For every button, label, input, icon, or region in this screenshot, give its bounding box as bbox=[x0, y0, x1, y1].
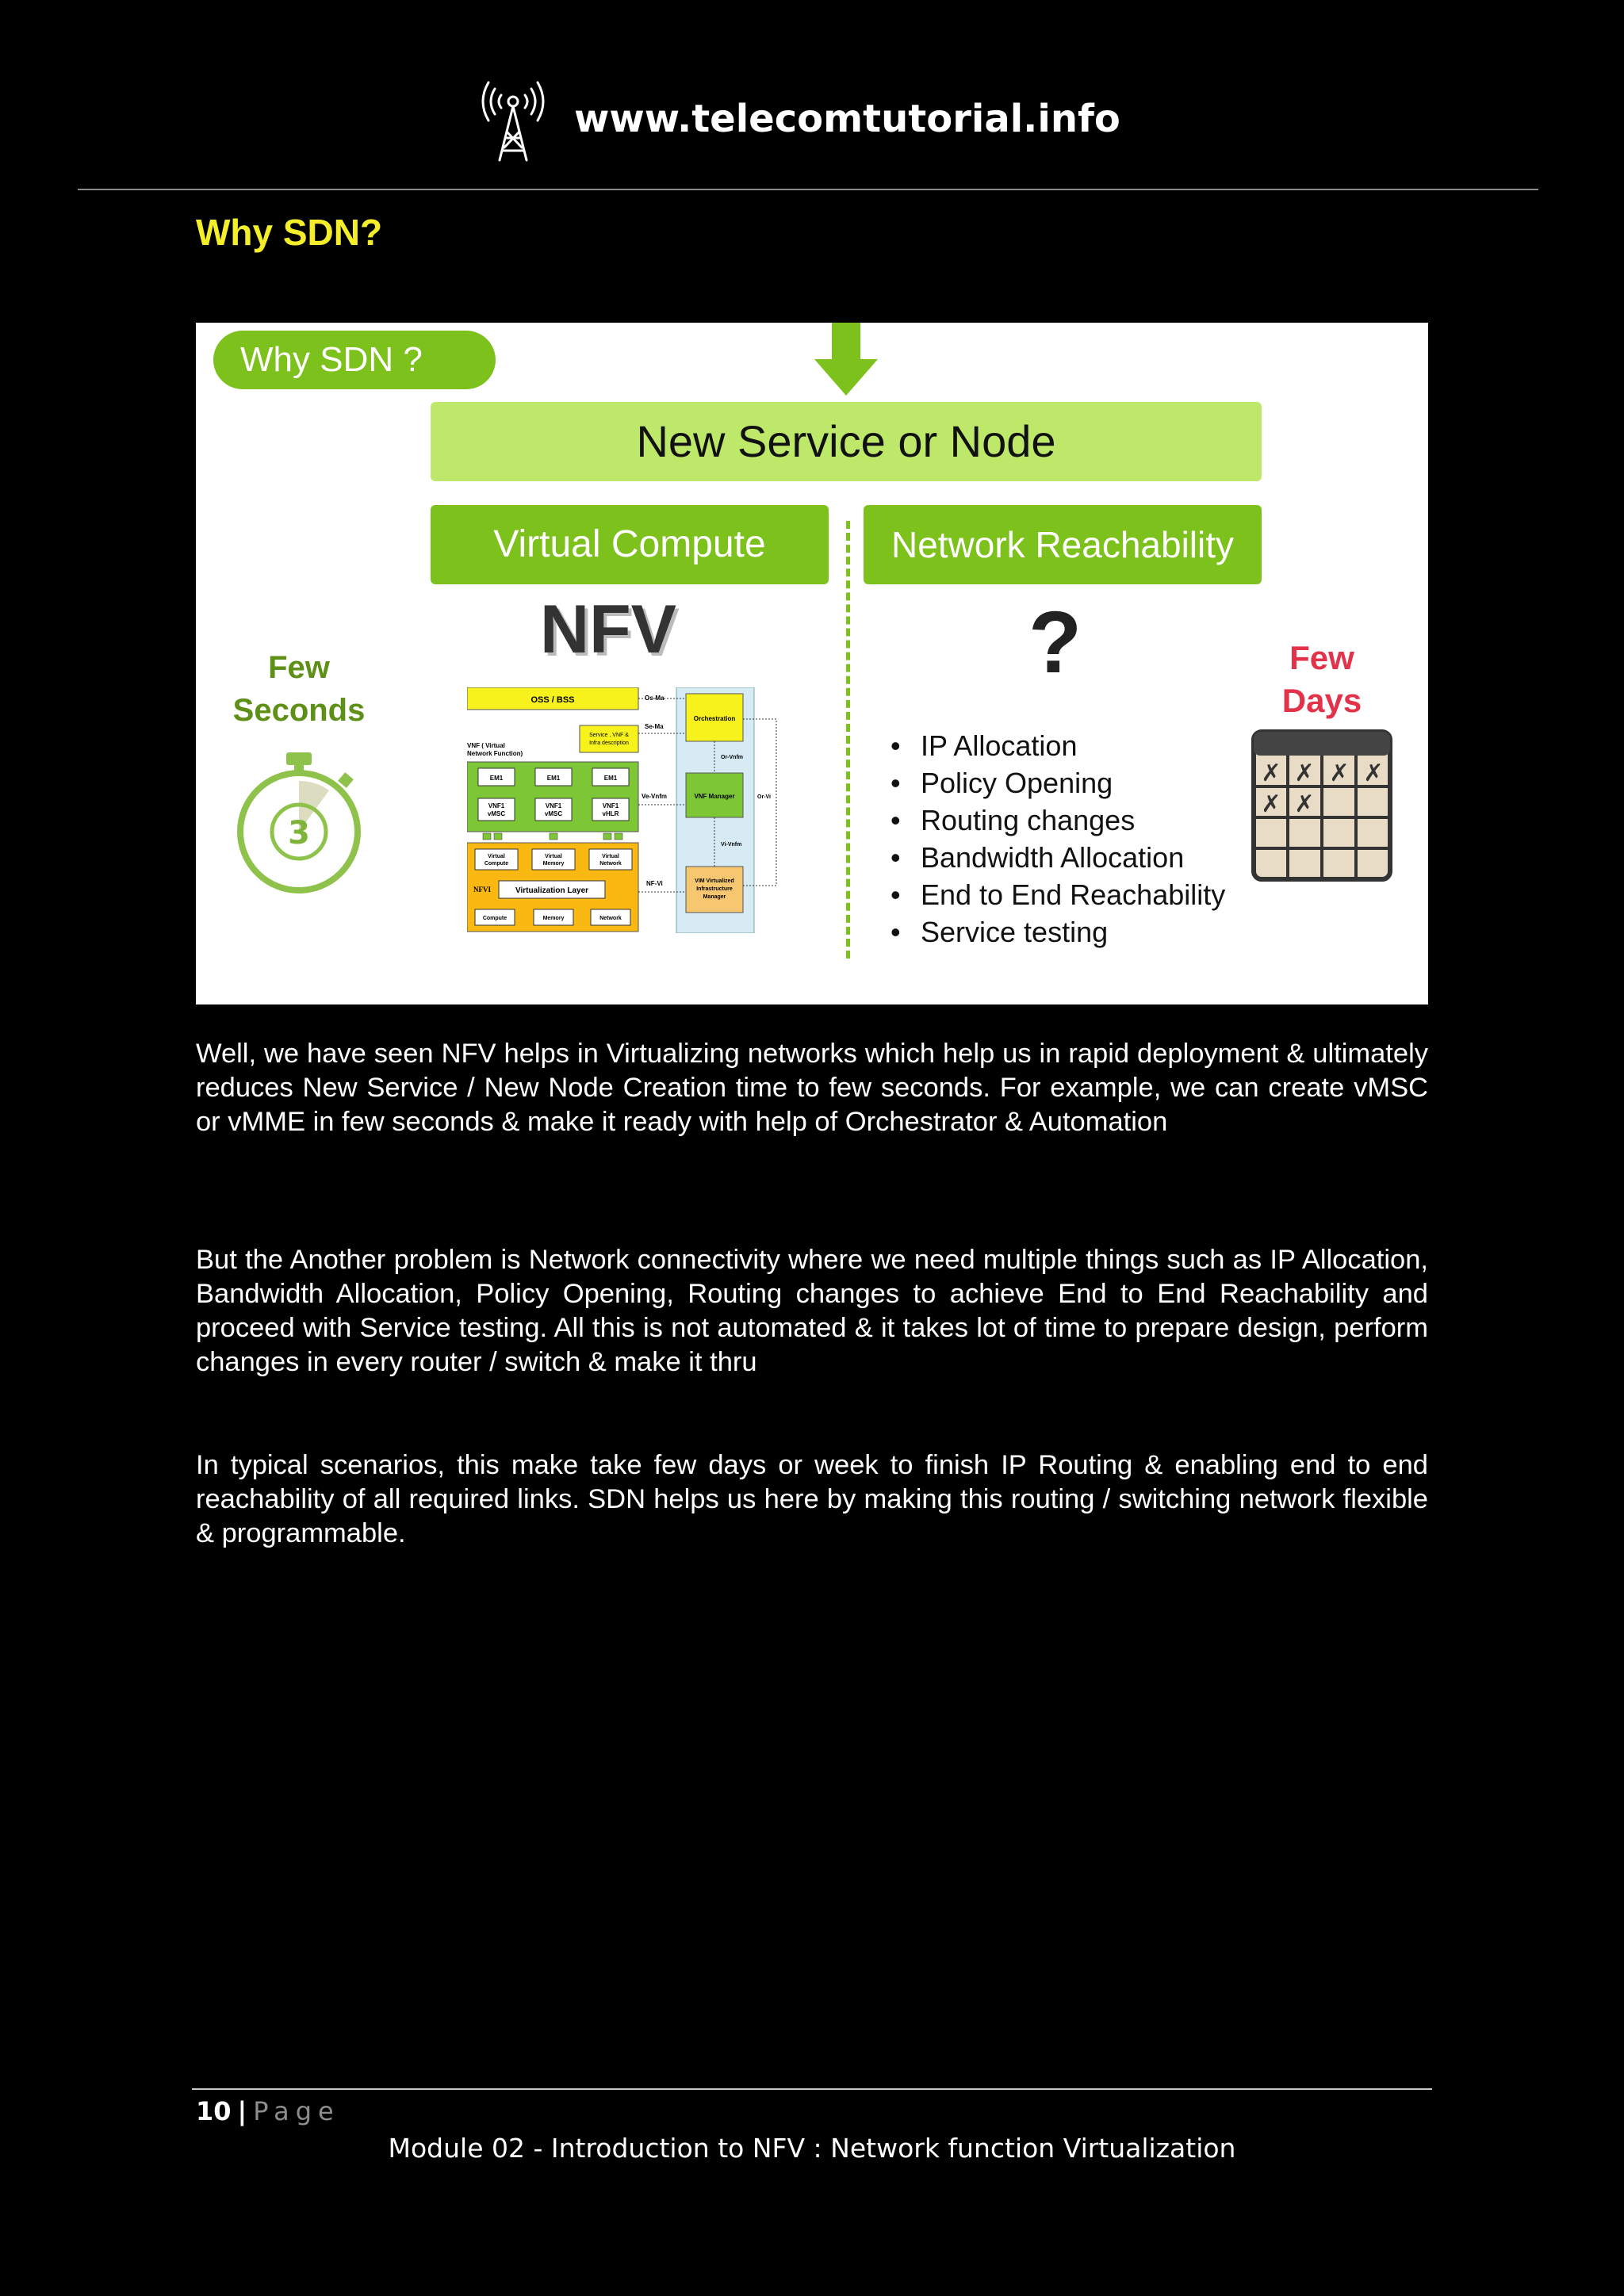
vnf-label-line1: VNF ( Virtual bbox=[467, 742, 505, 749]
em-1: EM1 bbox=[489, 775, 504, 782]
svg-text:✗: ✗ bbox=[1329, 760, 1350, 787]
stopwatch-icon bbox=[228, 743, 370, 901]
radio-tower-icon bbox=[469, 71, 557, 165]
page-indicator bbox=[196, 2096, 340, 2126]
page-number: 10 bbox=[196, 2096, 232, 2126]
bullet-item: • Bandwidth Allocation bbox=[891, 839, 1225, 876]
page-word: Page bbox=[253, 2096, 340, 2126]
bullet-item: • End to End Reachability bbox=[891, 876, 1225, 913]
question-mark: ? bbox=[1028, 594, 1082, 691]
virtual-compute-line2: Compute bbox=[484, 861, 509, 867]
footer-divider bbox=[192, 2088, 1432, 2090]
virtual-memory-line1: Virtual bbox=[545, 854, 562, 859]
paragraph-nfv-benefit: Well, we have seen NFV helps in Virtualizing networks which help us in rapid deployment & ultimately reduces New Service / New Node Creation time to few seconds. For example, we can create vMSC or vMME in few seconds & make it ready with help of Orchestrator & Automation bbox=[196, 1039, 1428, 1137]
vim-line1: VIM Virtualized bbox=[695, 878, 734, 884]
nfvi-label: NFVI bbox=[473, 886, 491, 894]
os-ma-label: Os-Ma bbox=[645, 695, 665, 702]
paragraph-network-problem: But the Another problem is Network connectivity where we need multiple things such as IP Allocation, Bandwidth Allocation, Policy Opening, Routing changes to achieve End to End Reachability and proceed with Service testing. All this is not automated & it takes lot of time to prepare design, perform changes in every router / switch & make it thru bbox=[196, 1245, 1428, 1377]
new-service-box: New Service or Node bbox=[431, 402, 1262, 481]
em-3: EM1 bbox=[603, 775, 618, 782]
virtual-network-line1: Virtual bbox=[602, 854, 619, 859]
page-separator: | bbox=[237, 2096, 247, 2126]
hw-network: Network bbox=[599, 916, 622, 921]
nfv-architecture-diagram bbox=[467, 687, 800, 933]
header-divider bbox=[78, 189, 1538, 190]
dashed-divider bbox=[846, 521, 850, 959]
or-vnfm-label: Or-Vnfm bbox=[721, 755, 743, 760]
vnf-3-line2: vHLR bbox=[602, 810, 619, 817]
module-title: Module 02 - Introduction to NFV : Network function Virtualization bbox=[388, 2133, 1236, 2164]
few-seconds-label: Few Seconds bbox=[232, 650, 366, 728]
virtual-network-line2: Network bbox=[599, 861, 622, 867]
paragraph-sdn-solution: In typical scenarios, this make take few days or week to finish IP Routing & enabling end to end reachability of all required links. SDN helps us here by making this routing / switching network flexible & programmable. bbox=[196, 1450, 1428, 1548]
calendar-icon bbox=[1251, 729, 1393, 887]
vnf-3-line1: VNF1 bbox=[602, 802, 619, 809]
reachability-bullets bbox=[891, 727, 1225, 951]
nfv-label: NFV bbox=[540, 591, 676, 668]
bullet-item: • Service testing bbox=[891, 913, 1225, 951]
svg-text:✗: ✗ bbox=[1261, 790, 1281, 818]
ve-vnfm-label: Ve-Vnfm bbox=[642, 793, 668, 800]
virtual-memory-line2: Memory bbox=[542, 861, 565, 867]
vim-line3: Manager bbox=[703, 894, 726, 900]
em-2: EM1 bbox=[546, 775, 561, 782]
svg-text:✗: ✗ bbox=[1363, 760, 1384, 787]
se-ma-label: Se-Ma bbox=[645, 723, 664, 730]
vnf-2-line2: vMSC bbox=[544, 810, 563, 817]
vnf-manager-label: VNF Manager bbox=[694, 793, 735, 800]
vnf-label-line2: Network Function) bbox=[467, 750, 523, 757]
site-url[interactable]: www.telecomtutorial.info bbox=[574, 97, 1120, 141]
network-reachability-box: Network Reachability bbox=[864, 505, 1262, 584]
oss-bss-label: OSS / BSS bbox=[530, 695, 575, 705]
stopwatch-number: 3 bbox=[288, 815, 310, 851]
down-arrow-icon bbox=[814, 323, 878, 396]
vnf-1-line1: VNF1 bbox=[488, 802, 505, 809]
vi-vnfm-label: Vi-Vnfm bbox=[721, 842, 742, 848]
virtual-compute-line1: Virtual bbox=[488, 854, 505, 859]
orchestration-label: Orchestration bbox=[693, 715, 736, 722]
vnf-2-line1: VNF1 bbox=[545, 802, 562, 809]
vnf-1-line2: vMSC bbox=[487, 810, 506, 817]
section-title: Why SDN? bbox=[196, 212, 383, 253]
bullet-item: • Routing changes bbox=[891, 802, 1225, 839]
hw-compute: Compute bbox=[482, 916, 508, 921]
service-desc-line1: Service , VNF & bbox=[589, 733, 629, 738]
virtualization-layer-label: Virtualization Layer bbox=[515, 886, 589, 895]
hw-memory: Memory bbox=[542, 916, 565, 921]
virtual-compute-box: Virtual Compute bbox=[431, 505, 829, 584]
few-days-label: Few Days bbox=[1281, 639, 1362, 719]
svg-text:✗: ✗ bbox=[1261, 760, 1281, 787]
vim-line2: Infrastructure bbox=[696, 886, 733, 892]
service-desc-line2: Infra description bbox=[589, 740, 629, 746]
or-vi-label: Or-Vi bbox=[757, 794, 771, 800]
svg-text:✗: ✗ bbox=[1294, 760, 1315, 787]
bullet-item: • IP Allocation bbox=[891, 727, 1225, 764]
why-sdn-badge: Why SDN ? bbox=[213, 331, 496, 389]
bullet-item: • Policy Opening bbox=[891, 764, 1225, 802]
svg-text:✗: ✗ bbox=[1294, 790, 1315, 818]
nf-vi-label: NF-Vi bbox=[646, 880, 663, 887]
why-sdn-slide bbox=[196, 323, 1428, 1004]
